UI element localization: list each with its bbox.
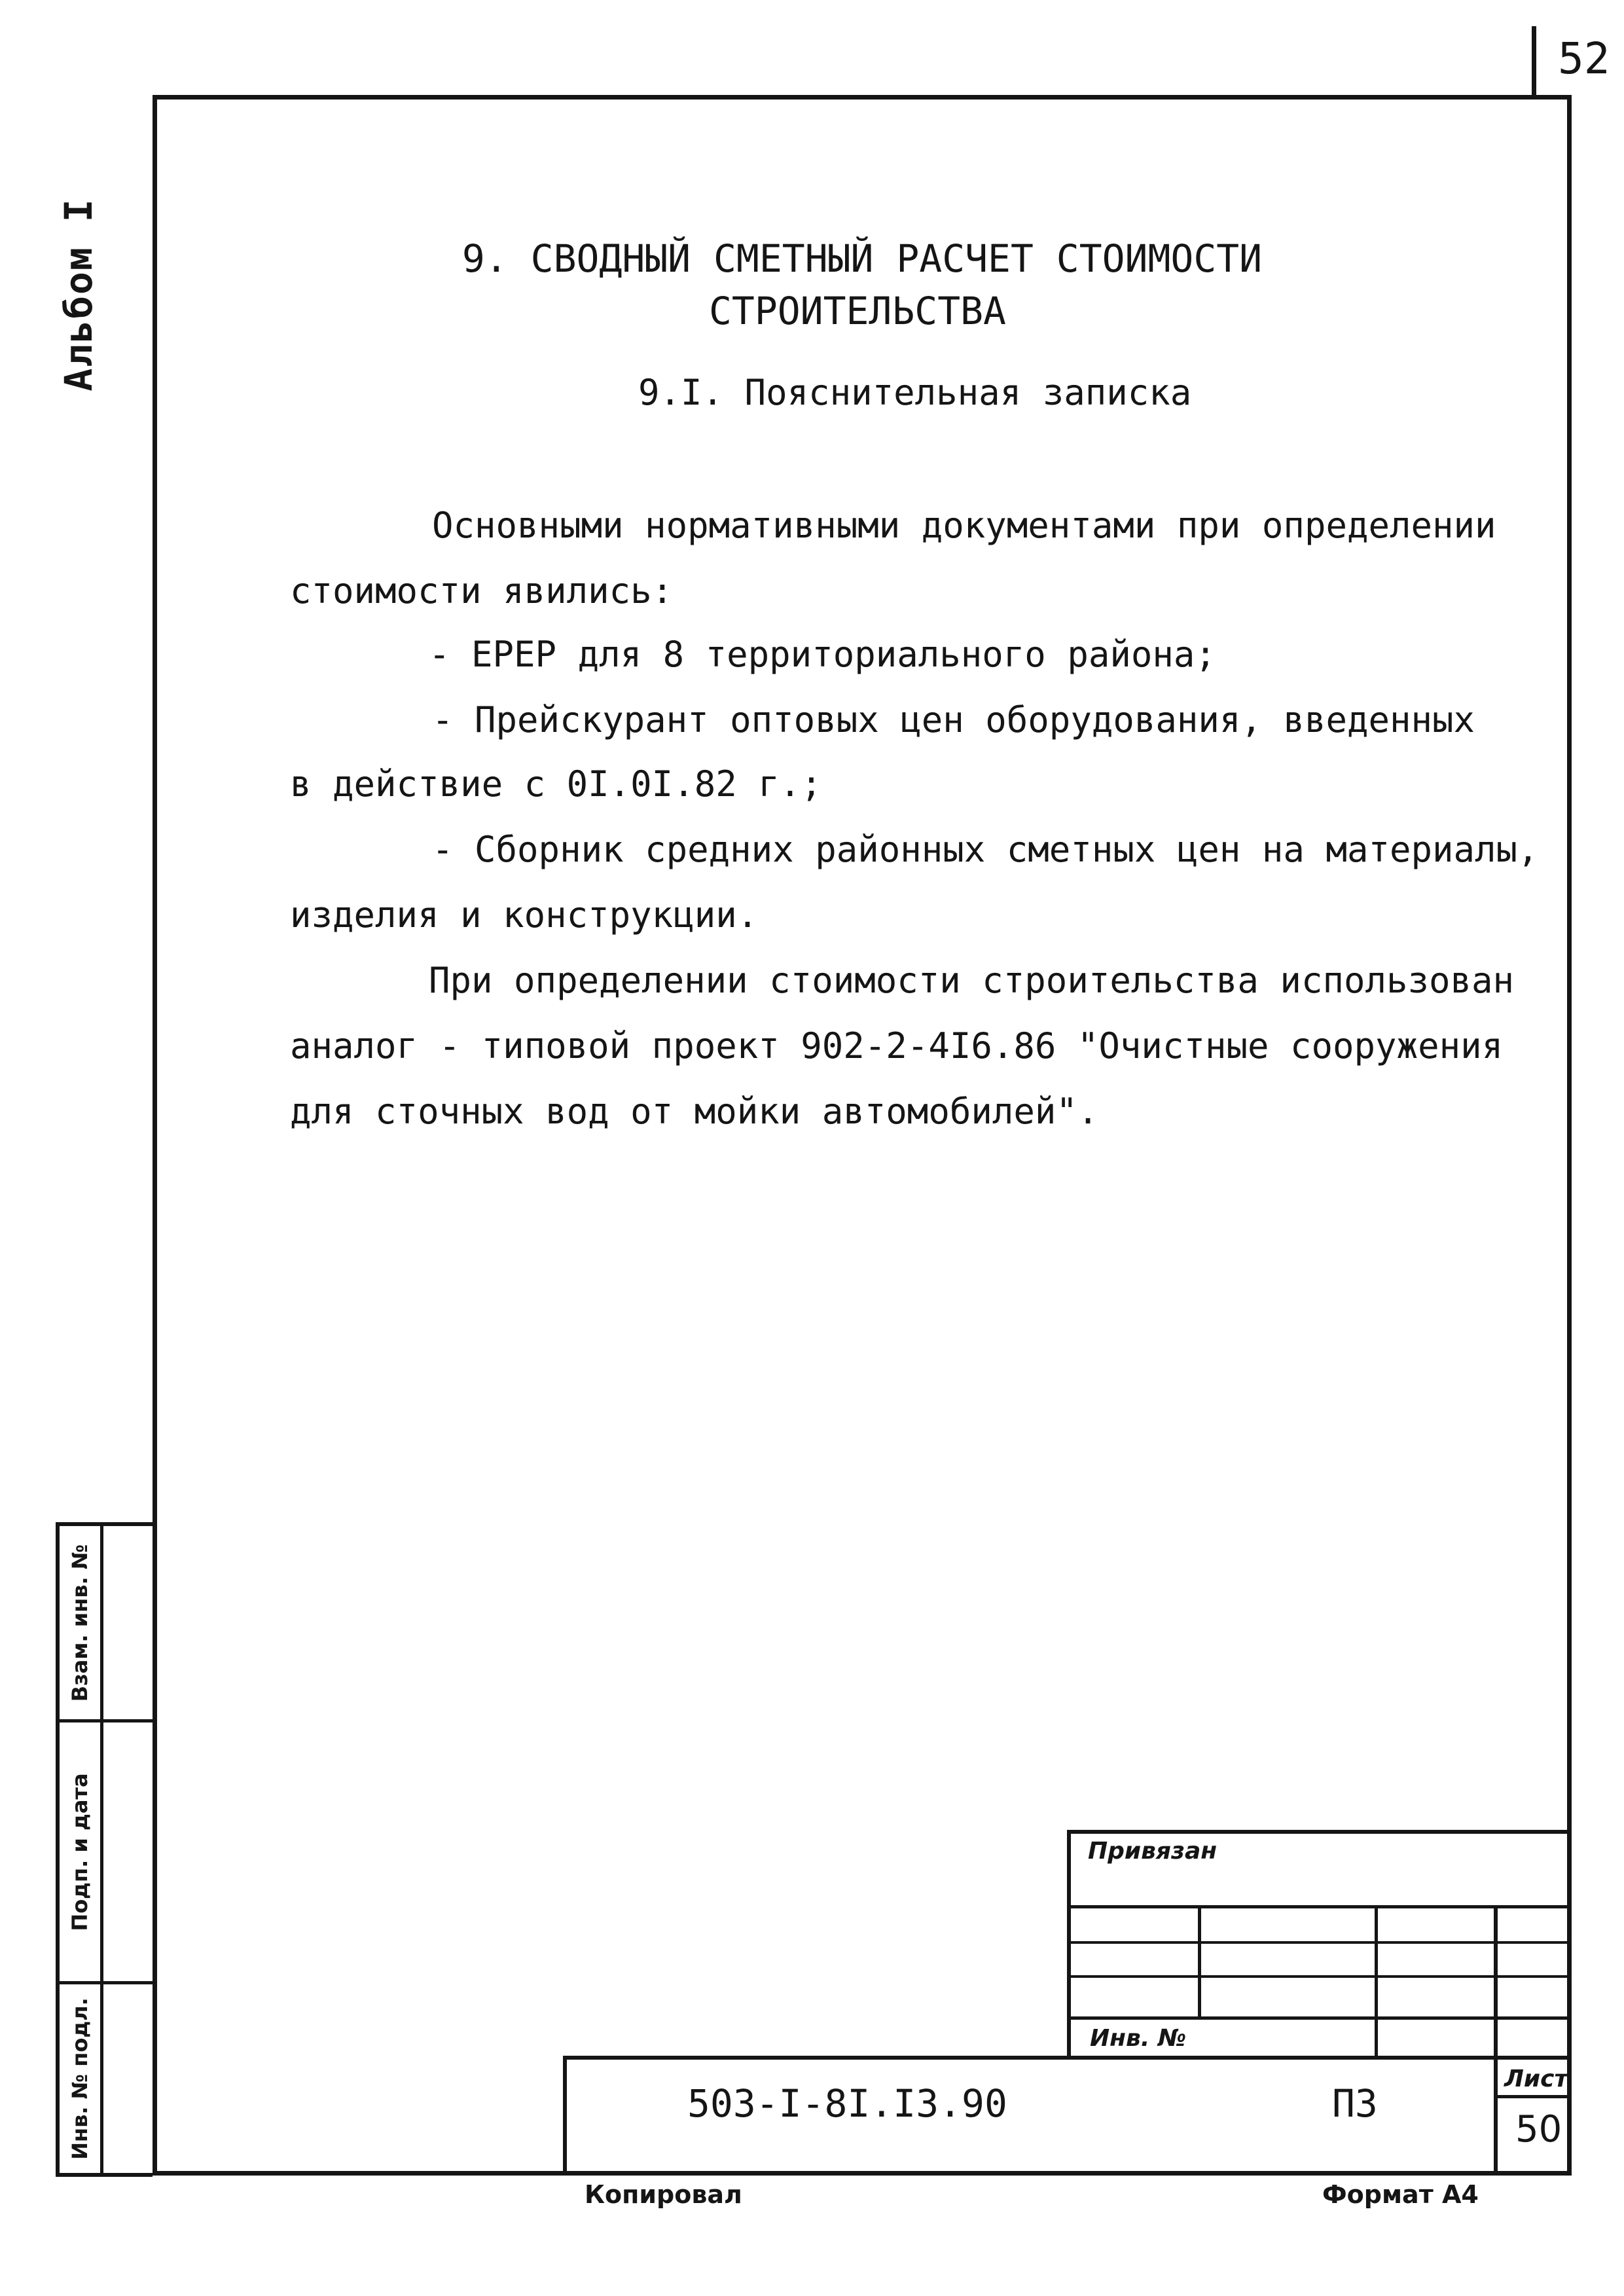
- stamp-label-signature-date: Подп. и дата: [67, 1772, 92, 1931]
- stamp-label-original-inv: Инв. № подл.: [67, 1997, 92, 2160]
- body-line: - Прейскурант оптовых цен оборудования, введенных: [432, 699, 1475, 740]
- stamp-label-replaced-inv: Взам. инв. №: [67, 1544, 92, 1702]
- tb-line: [563, 2056, 1572, 2060]
- stamp-cell-signature-date: [60, 1722, 153, 1984]
- tb-line: [1067, 1830, 1572, 1834]
- tb-line: [1375, 1905, 1378, 2059]
- body-line: в действие с 0I.0I.82 г.;: [290, 763, 822, 805]
- body-line: - Сборник средних районных сметных цен на материалы,: [432, 829, 1539, 870]
- copied-by-label: Копировал: [585, 2180, 742, 2209]
- document-type: ПЗ: [1332, 2081, 1378, 2126]
- stamp-cell-original-inv: [60, 1984, 153, 2173]
- tb-line: [1494, 1905, 1498, 2176]
- section-title-continued: СТРОИТЕЛЬСТВА: [709, 289, 1006, 333]
- body-line: для сточных вод от мойки автомобилей".: [290, 1091, 1099, 1132]
- body-line: стоимости явились:: [290, 570, 674, 611]
- section-title: 9. СВОДНЫЙ СМЕТНЫЙ РАСЧЕТ СТОИМОСТИ: [461, 236, 1263, 281]
- body-line: Основными нормативными документами при определении: [432, 505, 1496, 546]
- page-number-tick: [1532, 26, 1536, 97]
- body-line: изделия и конструкции.: [290, 894, 759, 936]
- sheet-label: Лист: [1504, 2066, 1568, 2092]
- format-label: Формат А4: [1322, 2180, 1479, 2209]
- body-line: аналог - типовой проект 902-2-4I6.86 "Очистные сооружения: [290, 1025, 1504, 1066]
- inventory-number-label: Инв. №: [1090, 2025, 1187, 2052]
- tb-line: [563, 2056, 567, 2176]
- sheet-number: 50: [1515, 2108, 1562, 2151]
- bound-to-label: Привязан: [1088, 1838, 1218, 1865]
- tb-line: [1198, 1905, 1201, 2018]
- body-line: - ЕРЕР для 8 территориального района;: [429, 634, 1216, 675]
- tb-line: [1067, 1830, 1071, 2059]
- tb-line: [1494, 2095, 1572, 2098]
- album-label-wrapper: [39, 198, 118, 392]
- body-line: При определении стоимости строительства использован: [429, 960, 1515, 1001]
- document-code: 503-I-8I.I3.90: [687, 2081, 1007, 2126]
- stamp-cell-replaced-inv: [60, 1526, 153, 1722]
- stamp-column: [56, 1522, 153, 2177]
- album-label: Альбом I: [56, 198, 101, 392]
- page-number: 52: [1558, 33, 1610, 84]
- section-subtitle: 9.I. Пояснительная записка: [638, 372, 1192, 413]
